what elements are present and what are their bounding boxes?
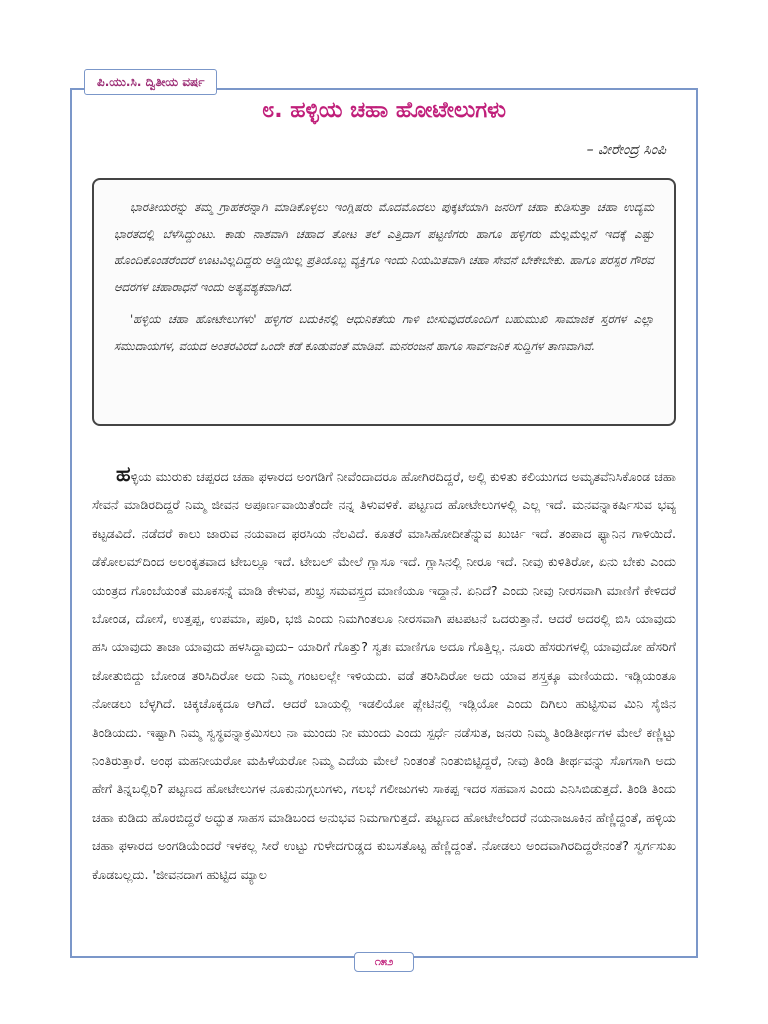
page-number: ೧೫೨ (354, 952, 414, 972)
chapter-title: ೮. ಹಳ್ಳಿಯ ಚಹಾ ಹೋಟೇಲುಗಳು (261, 98, 507, 123)
course-header-label: ಪಿ.ಯು.ಸಿ. ದ್ವಿತೀಯ ವರ್ಷ (84, 69, 217, 95)
abstract-paragraph: ಭಾರತೀಯರನ್ನು ತಮ್ಮ ಗ್ರಾಹಕರನ್ನಾಗಿ ಮಾಡಿಕೊಳ್ಳಲು ಇಂಗ್ಲಿಷರು ಮೊದಮೊದಲು ಪುಕ್ಕಟೆಯಾಗಿ ಜನರಿಗೆ ಚಹಾ ಕುಡಿಸುತ್ತಾ ಚಹಾ ಉದ್ಯಮ ಭಾರತದಲ್ಲಿ ಬೆಳೆಸಿದ್ದುಂಟು. ಕಾಡು ನಾಶವಾಗಿ ಚಹಾದ ತೋಟ ತಲೆ ಎತ್ತಿದಾಗ ಪಟ್ಟಣಿಗರು ಹಾಗೂ ಹಳ್ಳಿಗರು ಮೆಲ್ಲಮೆಲ್ಲನೆ ಇದಕ್ಕೆ ಎಷ್ಟು ಹೊಂದಿಕೊಂಡರೆಂದರೆ ಊಟವಿಲ್ಲದಿದ್ದರು ಅಡ್ಡಿಯಿಲ್ಲ ಪ್ರತಿಯೊಬ್ಬ ವ್ಯಕ್ತಿಗೂ ಇಂದು ನಿಯಮಿತವಾಗಿ ಚಹಾ ಸೇವನೆ ಬೇಕೇಬೇಕು. ಹಾಗೂ ಪರಸ್ಪರ ಗೌರವ ಆದರಗಳ ಚಹಾರಾಧನೆ ಇಂದು ಅತ್ಯವಶ್ಯಕವಾಗಿದೆ. (114, 200, 654, 294)
abstract-paragraph: 'ಹಳ್ಳಿಯ ಚಹಾ ಹೋಟೇಲುಗಳು' ಹಳ್ಳಿಗರ ಬದುಕಿನಲ್ಲಿ ಆಧುನಿಕತೆಯ ಗಾಳಿ ಬೀಸುವುದರೊಂದಿಗೆ ಬಹುಮುಖಿ ಸಾಮಾಜಿಕ ಸ್ತರಗಳ ಎಲ್ಲಾ ಸಮುದಾಯಗಳ, ವಯದ ಅಂತರವಿರದೆ ಒಂದೇ ಕಡೆ ಕೂಡುವಂತೆ ಮಾಡಿವೆ. ಮನರಂಜನೆ ಹಾಗೂ ಸಾರ್ವಜನಿಕ ಸುದ್ದಿಗಳ ತಾಣವಾಗಿವೆ. (114, 312, 654, 353)
body-text (92, 460, 676, 889)
body-paragraph (92, 460, 676, 889)
abstract-box (92, 178, 676, 426)
drop-cap-letter: ಹ (116, 462, 131, 486)
body-paragraph-text: ಳ್ಳಿಯ ಮುರುಕು ಚಪ್ಪರದ ಚಹಾ ಫಳಾರದ ಅಂಗಡಿಗೆ ನೀವೆಂದಾದರೂ ಹೋಗಿರದಿದ್ದರೆ, ಅಲ್ಲಿ ಕುಳಿತು ಕಲಿಯುಗದ ಅಮೃತವೆನಿಸಿಕೊಂಡ ಚಹಾ ಸೇವನೆ ಮಾಡಿರದಿದ್ದರೆ ನಿಮ್ಮ ಜೀವನ ಅಪೂರ್ಣವಾಯಿತೆಂದೇ ನನ್ನ ತಿಳುವಳಿಕೆ. ಪಟ್ಟಣದ ಹೋಟೇಲುಗಳಲ್ಲಿ ಎಲ್ಲ ಇದೆ. ಮನವನ್ನಾಕರ್ಷಿಸುವ ಭವ್ಯ ಕಟ್ಟಡವಿದೆ. ನಡೆದರೆ ಕಾಲು ಜಾರುವ ನಯವಾದ ಫರಸಿಯ ನೆಲವಿದೆ. ಕೂತರೆ ಮಾಸಿಹೋದೀತೆನ್ನುವ ಖುರ್ಚಿ ಇದೆ. ತಂಪಾದ ಫ್ಯಾನಿನ ಗಾಳಿಯಿದೆ. ಡೆಕೋಲಮ್‌ದಿಂದ ಅಲಂಕೃತವಾದ ಟೇಬಲ್ಲೂ ಇದೆ. ಟೇಬಲ್ ಮೇಲೆ ಗ್ಲಾಸೂ ಇದೆ. ಗ್ಲಾಸಿನಲ್ಲಿ ನೀರೂ ಇದೆ. ನೀವು ಕುಳಿತಿರೋ, ಏನು ಬೇಕು ಎಂದು ಯಂತ್ರದ ಗೊಂಬೆಯಂತೆ ಮೂಕಸನ್ನೆ ಮಾಡಿ ಕೇಳುವ, ಶುಭ್ರ ಸಮವಸ್ತ್ರದ ಮಾಣಿಯೂ ಇದ್ದಾನೆ. ಏನಿದೆ? ಎಂದು ನೀವು ನೀರಸವಾಗಿ ಮಾಣಿಗೆ ಕೇಳಿದರೆ ಬೋಂಡ, ದೋಸೆ, ಉತ್ತಪ್ಪ, ಉಪಮಾ, ಪೂರಿ, ಭಜಿ ಎಂದು ನಿಮಗಿಂತಲೂ ನೀರಸವಾಗಿ ಪಟಪಟನೆ ಒದರುತ್ತಾನೆ. ಆದರೆ ಅದರಲ್ಲಿ ಬಿಸಿ ಯಾವುದು ಹಸಿ ಯಾವುದು ತಾಜಾ ಯಾವುದು ಹಳಸಿದ್ದಾವುದು– ಯಾರಿಗೆ ಗೊತ್ತು? ಸ್ವತಃ ಮಾಣಿಗೂ ಅದೂ ಗೊತ್ತಿಲ್ಲ. ನೂರು ಹೆಸರುಗಳಲ್ಲಿ ಯಾವುದೋ ಹೆಸರಿಗೆ ಜೋತುಬಿದ್ದು ಬೋಂಡ ತರಿಸಿದಿರೋ ಅದು ನಿಮ್ಮ ಗಂಟಲಲ್ಲೇ ಇಳಿಯದು. ವಡೆ ತರಿಸಿದಿರೋ ಅದು ಯಾವ ಶಸ್ತ್ರಕ್ಕೂ ಮಣಿಯದು. ಇಡ್ಲಿಯಂತೂ ನೋಡಲು ಬೆಳ್ಳಗಿದೆ. ಚಿಕ್ಕಚೊಕ್ಕದೂ ಆಗಿದೆ. ಆದರೆ ಬಾಯಲ್ಲಿ ಇಡಲಿಯೋ ಪ್ಲೇಟಿನಲ್ಲಿ ಇಡ್ಲಿಯೋ ಎಂದು ದಿಗಿಲು ಹುಟ್ಟಿಸುವ ಮಿನಿ ಸೈಜಿನ ತಿಂಡಿಯದು. ಇಷ್ಟಾಗಿ ನಿಮ್ಮ ಸ್ವಸ್ಥವನ್ನಾಕ್ರಮಿಸಲು ನಾ ಮುಂದು ನೀ ಮುಂದು ಎಂದು ಸ್ಪರ್ಧೆ ನಡೆಸುತ, ಜನರು ನಿಮ್ಮ ತಿಂಡಿತೀರ್ಥಗಳ ಮೇಲೆ ಕಣ್ಣಿಟ್ಟು ನಿಂತಿರುತ್ತಾರೆ. ಅಂಥ ಮಹನೀಯರೋ ಮಹಿಳೆಯರೋ ನಿಮ್ಮ ಎದೆಯ ಮೇಲೆ ನಿಂತಂತೆ ನಿಂತುಬಿಟ್ಟಿದ್ದರೆ, ನೀವು ತಿಂಡಿ ತೀರ್ಥವನ್ನು ಸೊಗಸಾಗಿ ಅದು ಹೇಗೆ ತಿನ್ನಬಲ್ಲಿರಿ? ಪಟ್ಟಣದ ಹೋಟೇಲುಗಳ ನೂಕುನುಗ್ಗಲುಗಳು, ಗಲಭೆ ಗಲೀಜುಗಳು ಸಾಕಪ್ಪ ಇದರ ಸಹವಾಸ ಎಂದು ಎನಿಸಿಬಿಡುತ್ತದೆ. ತಿಂಡಿ ತಿಂದು ಚಹಾ ಕುಡಿದು ಹೊರಬಿದ್ದರೆ ಅದ್ಭುತ ಸಾಹಸ ಮಾಡಿಬಂದ ಅನುಭವ ನಿಮಗಾಗುತ್ತದೆ. ಪಟ್ಟಣದ ಹೋಟೇಲೆಂದರೆ ನಯನಾಜೂಕಿನ ಹೆಣ್ಣಿದ್ದಂತೆ, ಹಳ್ಳಿಯ ಚಹಾ ಫಳಾರದ ಅಂಗಡಿಯೆಂದರೆ ಇಳಕಲ್ಲ ಸೀರೆ ಉಟ್ಟು ಗುಳೇದಗುಡ್ಡದ ಕುಬಸತೊಟ್ಟ ಹೆಣ್ಣಿದ್ದಂತೆ. ನೋಡಲು ಅಂದವಾಗಿರದಿದ್ದರೇನಂತೆ? ಸ್ವರ್ಗಸುಖ ಕೊಡಬಲ್ಲದು. 'ಜೀವನದಾಗ ಹುಟ್ಟಿದ ಮ್ಯಾಲ (92, 469, 676, 882)
author-name: – ವೀರೇಂದ್ರ ಸಿಂಪಿ (586, 142, 666, 158)
